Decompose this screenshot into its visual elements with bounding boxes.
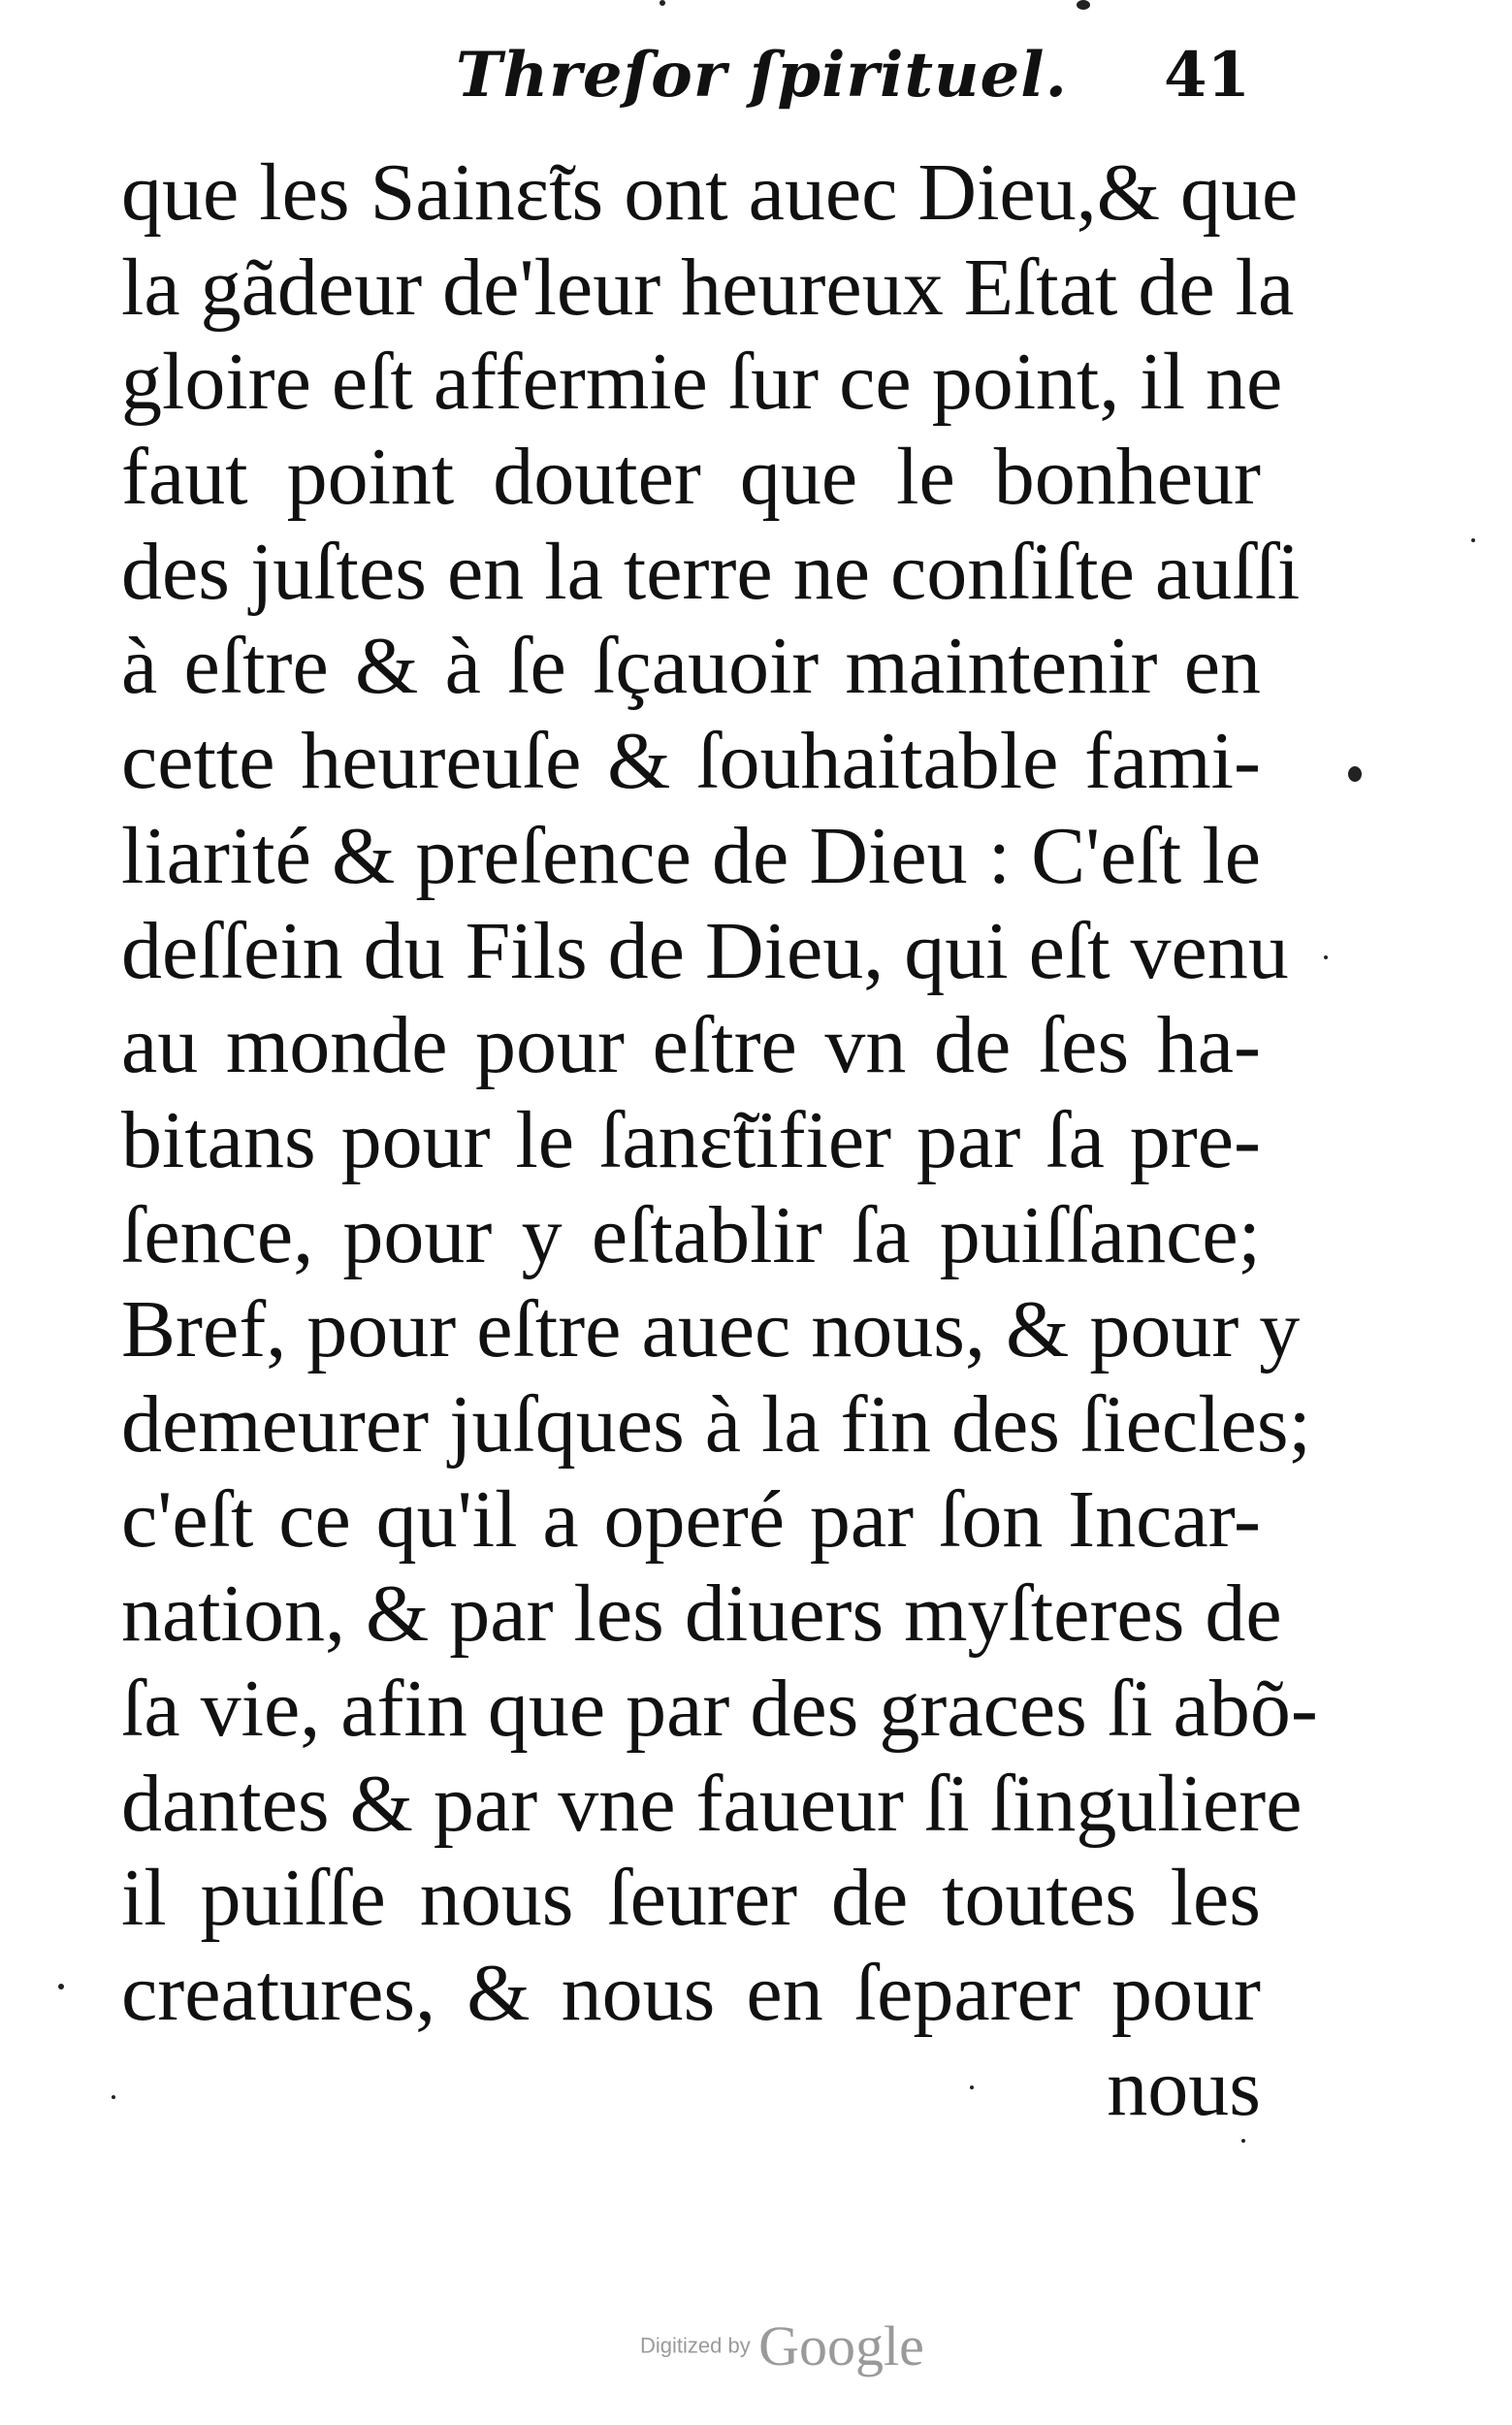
text-line: la gãdeur de'leur heureux Eſtat de la: [121, 242, 1295, 333]
scan-speck: [659, 0, 665, 6]
text-line: ſence, pour y eſtablir ſa puiſſance;: [121, 1189, 1261, 1280]
watermark-prefix: Digitized by: [640, 2333, 751, 2358]
text-line: creatures, & nous en ſeparer pour: [121, 1948, 1261, 2039]
text-line: gloire eſt affermie ſur ce point, il ne: [121, 337, 1283, 428]
page-number: 41: [1164, 39, 1251, 112]
text-line: liarité & preſence de Dieu : C'eſt le: [121, 810, 1261, 901]
catchword: nous: [1107, 2042, 1261, 2133]
scan-speck: [1348, 766, 1362, 782]
text-line: que les Sainɛ̃ts ont auec Dieu,& que: [121, 147, 1299, 238]
text-line: à eſtre & à ſe ſçauoir maintenir en: [121, 621, 1261, 712]
scan-speck: [1077, 0, 1090, 10]
text-line: cette heureuſe & ſouhaitable fami-: [121, 716, 1261, 807]
digitized-by-watermark: [640, 2313, 924, 2378]
text-line: demeurer juſques à la fin des ſiecles;: [121, 1378, 1311, 1470]
scan-speck: [1241, 2139, 1245, 2143]
text-line: au monde pour eſtre vn de ſes ha-: [121, 1000, 1261, 1091]
scan-speck: [58, 1984, 64, 1989]
text-line: Bref, pour eſtre auec nous, & pour y: [121, 1284, 1301, 1375]
text-line: nation, & par les diuers myſteres de: [121, 1568, 1282, 1660]
text-line: il puiſſe nous ſeurer de toutes les: [121, 1853, 1261, 1944]
body-text: [121, 146, 1318, 2135]
scan-speck: [970, 2086, 974, 2089]
scan-speck: [112, 2095, 115, 2099]
text-line: deſſein du Fils de Dieu, qui eſt venu: [121, 905, 1289, 996]
text-line: bitans pour le ſanɛ̃tifier par ſa pre-: [121, 1094, 1261, 1185]
scan-speck: [1471, 538, 1475, 542]
text-line: ſa vie, afin que par des graces ſi abõ-: [121, 1664, 1318, 1754]
scan-speck: [1324, 955, 1328, 959]
running-head: Threſor ſpirituel.: [456, 39, 1068, 112]
text-line: des juſtes en la terre ne conſiſte auſſi: [121, 526, 1301, 617]
text-line: dantes & par vne faueur ſi ſinguliere: [121, 1758, 1303, 1849]
google-logo: Google: [758, 2314, 924, 2377]
text-line: faut point douter que le bonheur: [121, 432, 1261, 523]
text-line: c'eſt ce qu'il a operé par ſon Incar-: [121, 1473, 1261, 1565]
